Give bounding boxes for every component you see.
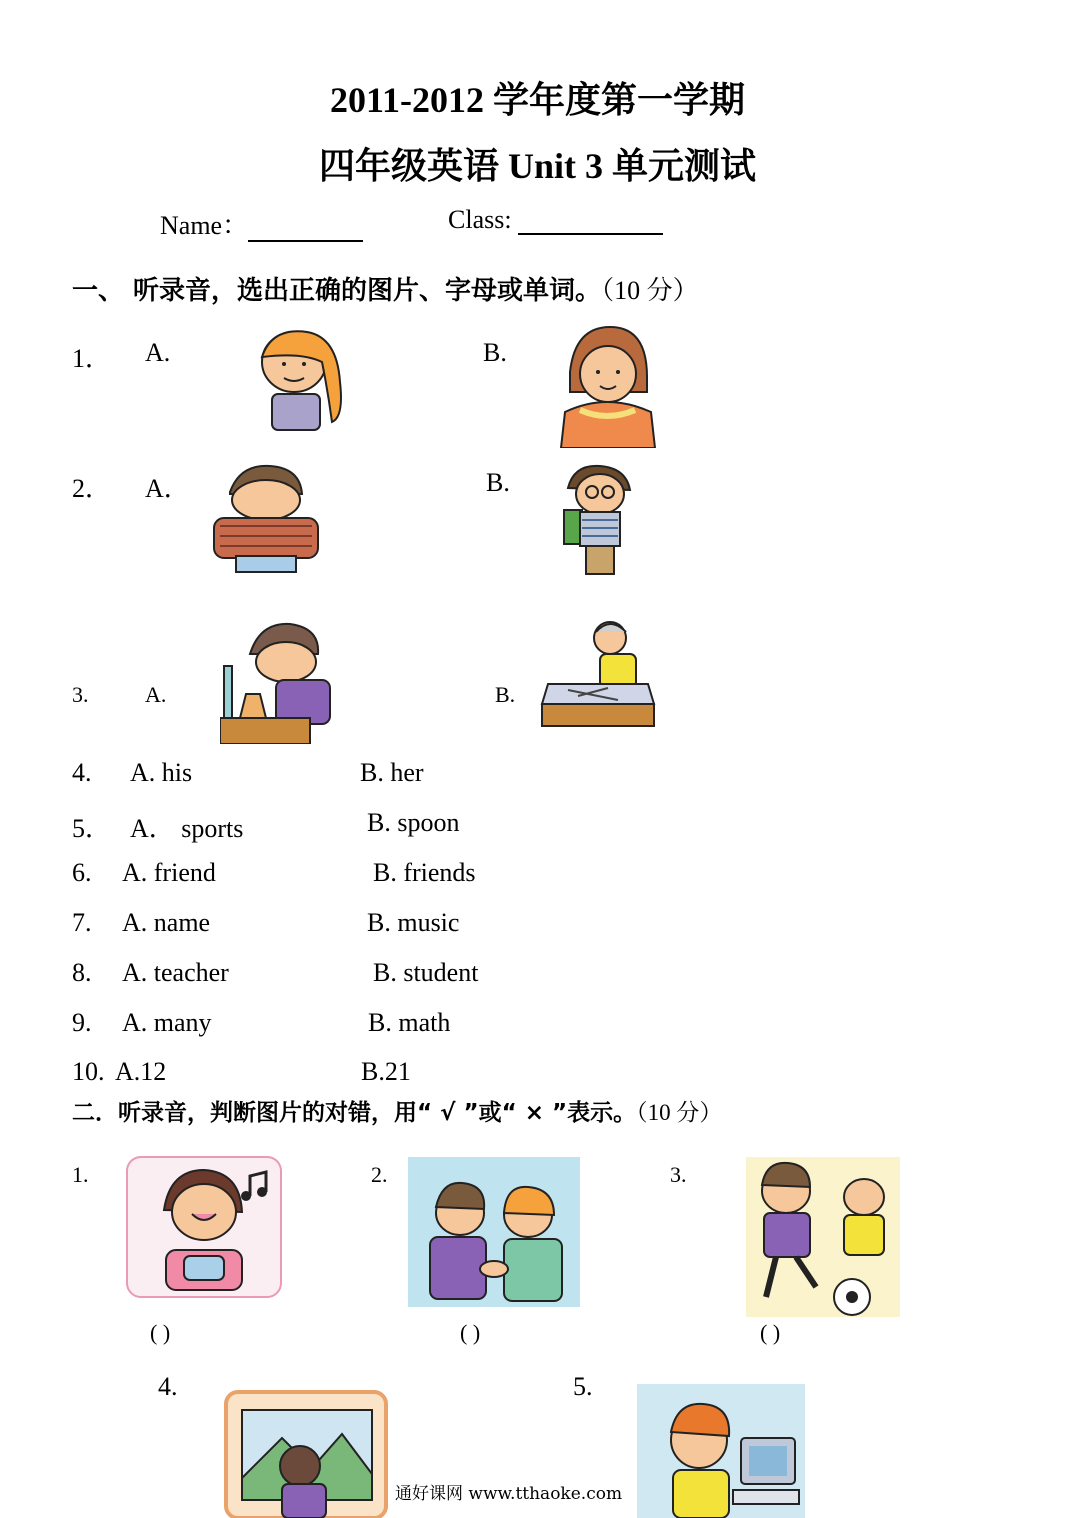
s2-item4-number: 4. [158,1372,178,1401]
s2-item2-answer[interactable]: ( ) [460,1320,481,1345]
section2-heading [72,1094,722,1127]
q5-option-b[interactable]: B. spoon [367,808,460,837]
s2-item1-answer[interactable]: ( ) [150,1320,171,1345]
q6-option-a[interactable]: A. friend [122,858,216,887]
s2-item1-number: 1. [72,1162,89,1187]
q1-number: 1． [72,344,112,373]
q3-option-a-label[interactable]: A. [145,682,167,707]
q10-option-b[interactable]: B.21 [361,1057,411,1086]
q8-option-b[interactable]: B. student [373,958,479,987]
q1-option-b-label[interactable]: B. [483,338,507,367]
q7-option-b[interactable]: B. music [367,908,460,937]
q6-option-b[interactable]: B. friends [373,858,476,887]
name-label: Name： [160,211,249,240]
section2-points: （10 分） [636,1100,723,1125]
q2-option-b-label[interactable]: B. [486,468,510,497]
s2-item1-girl-music-image [126,1156,282,1298]
q1-girl-ponytail-image [232,322,352,432]
q2-number: 2． [72,474,112,503]
s2-item3-boys-football-image [746,1157,900,1317]
q10-number: 10. [72,1057,105,1086]
s2-item5-boy-computer-image [637,1384,805,1518]
s2-item3-answer[interactable]: ( ) [760,1320,781,1345]
q3-boy-science-lab-image [220,614,336,744]
q4-number: 4. [72,758,92,787]
s2-item3-number: 3. [670,1162,687,1187]
q7-option-a[interactable]: A. name [122,908,211,937]
q9-number: 9. [72,1008,92,1037]
q3-number: 3. [72,682,89,707]
section1-points: （10 分） [601,276,699,305]
q2-option-a-label[interactable]: A． [145,474,190,503]
name-field[interactable] [160,205,363,242]
q10-option-a[interactable]: A.12 [115,1057,167,1086]
class-blank[interactable] [518,209,663,235]
q2-boy-glasses-image [560,464,642,578]
q1-girl-short-hair-image [555,322,659,448]
q8-number: 8. [72,958,92,987]
q3-option-b-label[interactable]: B. [495,682,516,707]
q9-option-b[interactable]: B. math [368,1008,451,1037]
s2-item5-number: 5. [573,1372,593,1401]
q1-option-a-label[interactable]: A. [145,338,171,367]
q8-option-a[interactable]: A. teacher [122,958,229,987]
q5-number: 5． [72,814,112,843]
name-blank[interactable] [248,216,363,242]
class-label: Class: [448,205,512,234]
class-field[interactable] [448,205,663,235]
q9-option-a[interactable]: A. many [122,1008,212,1037]
s2-item2-number: 2. [371,1162,388,1187]
q5-option-a[interactable]: A． sports [130,814,244,843]
q7-number: 7. [72,908,92,937]
q6-number: 6. [72,858,92,887]
s2-item4-boy-painting-image [222,1388,390,1518]
q2-boy-striped-shirt-image [200,462,326,578]
footer-watermark: 通好课网 www.tthaoke.com [395,1484,623,1504]
q3-man-drawing-desk-image [538,614,662,728]
section2-heading-text: 二．听录音，判断图片的对错，用“ √ ”或“ × ”表示。 [72,1100,637,1126]
s2-item2-handshake-image [408,1157,580,1307]
exam-title-line2: 四年级英语 Unit 3 单元测试 [318,146,756,186]
q4-option-b[interactable]: B. her [360,758,424,787]
section1-heading [72,270,699,307]
section1-heading-text: 一、 听录音，选出正确的图片、字母或单词。 [72,276,602,306]
q4-option-a[interactable]: A. his [130,758,193,787]
exam-title-line1: 2011-2012 学年度第一学期 [329,80,745,120]
